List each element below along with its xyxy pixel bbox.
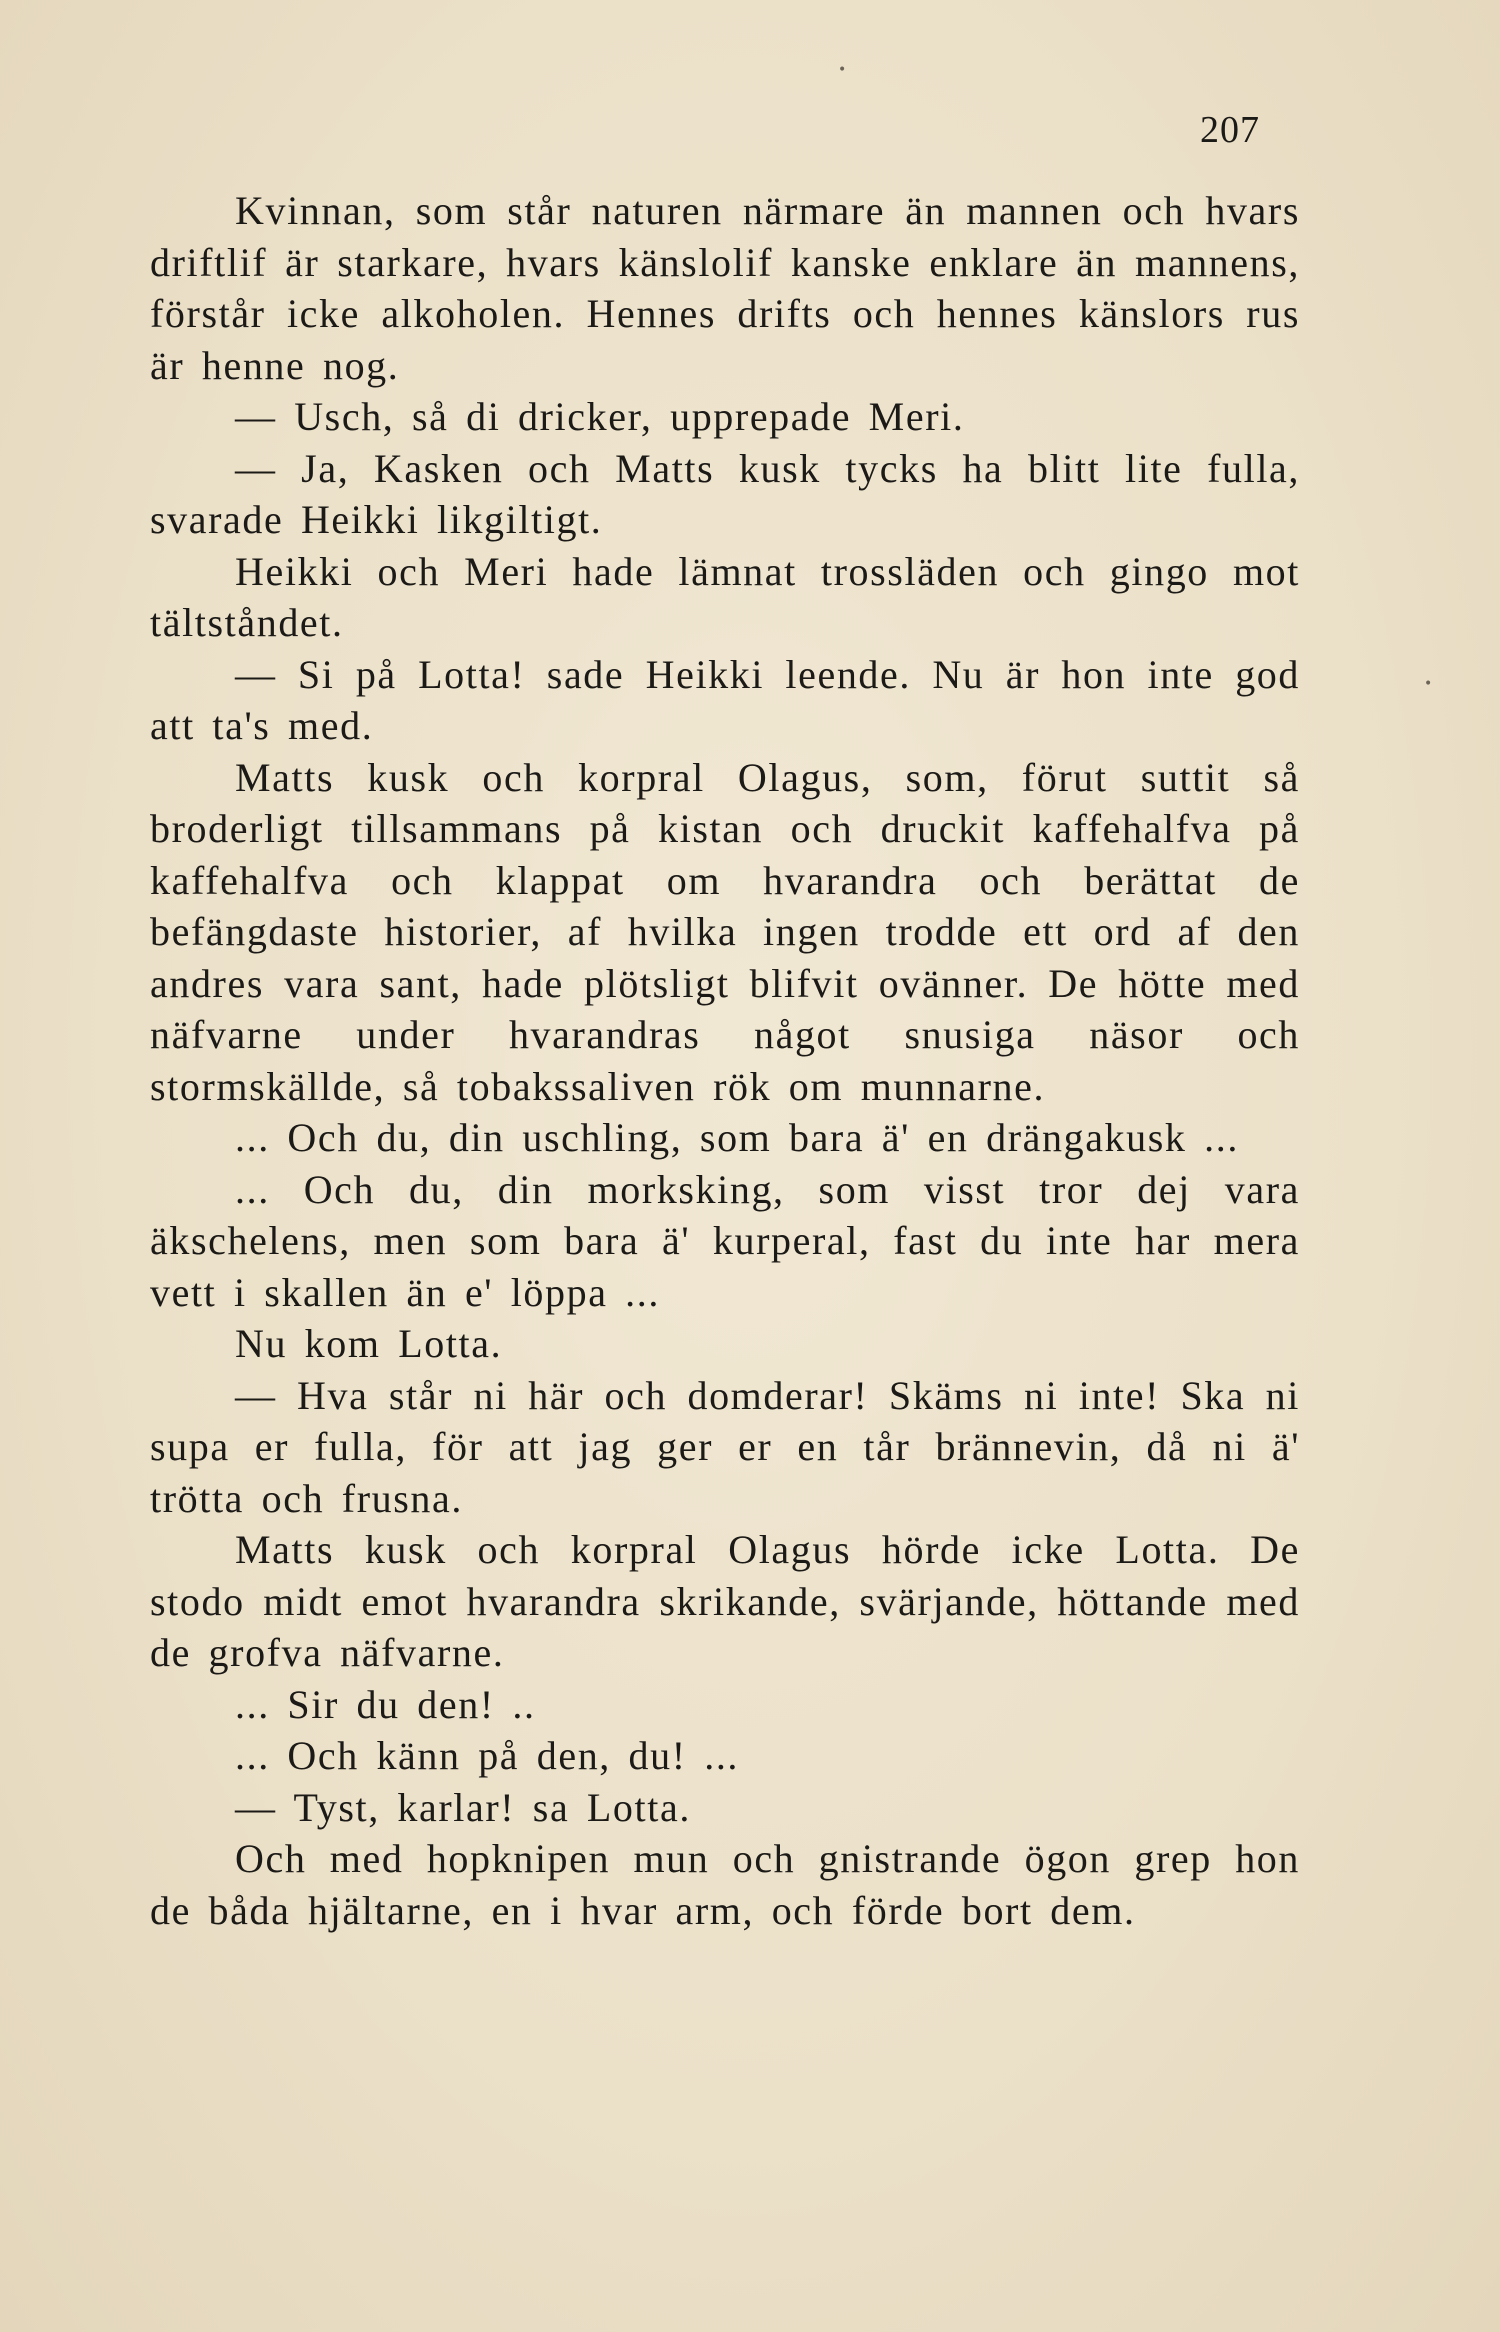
- paragraph: Matts kusk och korpral Olagus, som, förut suttit så broderligt tillsammans på kistan och druckit kaffehalfva på kaffehalfva och klappat om hvarandra och berättat de befängdaste historier, af hvilka ingen trodde ett ord af den andres vara sant, hade plötsligt blifvit ovänner. De hötte med näfvarne under hvarandras något snusiga näsor och stormskällde, så tobakssaliven rök om munnarne.: [150, 754, 1300, 1109]
- paragraph: ... Och du, din morksking, som visst tror dej vara äkschelens, men som bara ä' kurperal, fast du inte har mera vett i skallen än e' löppa ...: [150, 1166, 1300, 1315]
- paragraph: ... Och känn på den, du! ...: [235, 1733, 740, 1778]
- paragraph: — Hva står ni här och domderar! Skäms ni inte! Ska ni supa er fulla, för att jag ger er en tår brännevin, då ni ä' trötta och frusna.: [150, 1372, 1300, 1521]
- paragraph: — Tyst, karlar! sa Lotta.: [235, 1784, 691, 1830]
- paragraph: Nu kom Lotta.: [235, 1321, 503, 1366]
- paragraph: ... Sir du den! ..: [235, 1681, 536, 1727]
- paragraph: — Ja, Kasken och Matts kusk tycks ha blitt lite fulla, svarade Heikki likgiltigt.: [150, 445, 1300, 542]
- ink-speck: •: [838, 62, 847, 78]
- page-number: 207: [1200, 109, 1260, 151]
- paragraph: ... Och du, din uschling, som bara ä' en drängakusk ...: [235, 1115, 1239, 1160]
- paragraph: — Si på Lotta! sade Heikki leende. Nu är hon inte god att ta's med.: [150, 651, 1300, 748]
- paragraph: Och med hopknipen mun och gnistrande ögon grep hon de båda hjältarne, en i hvar arm, och förde bort dem.: [150, 1836, 1300, 1933]
- paragraph: Matts kusk och korpral Olagus hörde icke Lotta. De stodo midt emot hvarandra skrikande, svärjande, höttande med de grofva näfvarne.: [150, 1527, 1300, 1675]
- body-text: [150, 185, 1300, 1936]
- paragraph: Heikki och Meri hade lämnat trossläden och gingo mot tältståndet.: [150, 548, 1300, 645]
- ink-speck: •: [1424, 676, 1433, 692]
- paragraph: — Usch, så di dricker, upprepade Meri.: [235, 394, 965, 439]
- paragraph: Kvinnan, som står naturen närmare än mannen och hvars driftlif är starkare, hvars känslolif kanske enklare än mannens, förstår icke alkoholen. Hennes drifts och hennes känslors rus är henne nog.: [150, 188, 1300, 388]
